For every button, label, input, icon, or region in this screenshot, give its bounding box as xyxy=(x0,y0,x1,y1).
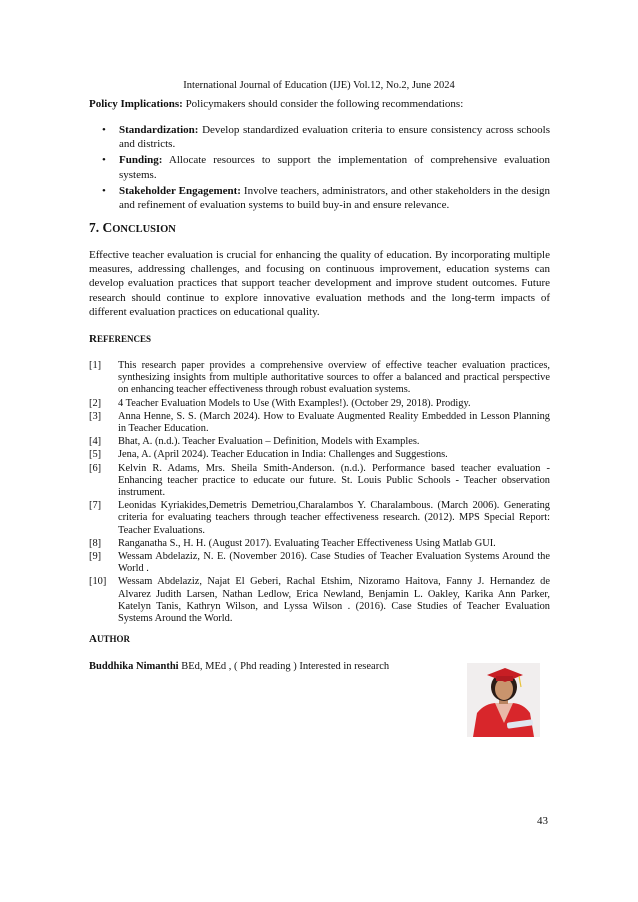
policy-implications-section xyxy=(89,97,550,111)
reference-item: [4] Bhat, A. (n.d.). Teacher Evaluation – Definition, Models with Examples. xyxy=(89,436,420,448)
bullet-stakeholder-engagement: • Stakeholder Engagement: Involve teachers, administrators, and other stakeholders in the design and refinement of evaluation systems to build buy-in and ensure relevance. xyxy=(102,184,551,212)
author-bio-block xyxy=(89,660,449,674)
bullet-dot-icon: • xyxy=(102,184,106,197)
reference-item: [7] Leonidas Kyriakides,Demetris Demetriou,Charalambos Y. Charalambous. (March 2006). Generating criteria for evaluating teachers through teacher effectiveness research. (2012). MPS Special Report: Teacher Evaluations. xyxy=(89,500,550,536)
bullet-standardization: • Standardization: Develop standardized evaluation criteria to ensure consistency across schools and districts. xyxy=(102,124,550,151)
page-number: 43 xyxy=(537,815,548,827)
references-heading-block xyxy=(89,333,550,346)
bullet-dot-icon: • xyxy=(102,154,106,167)
bullet-funding: • Funding: Allocate resources to support the implementation of comprehensive evaluation systems. xyxy=(102,154,550,181)
reference-item: [5] Jena, A. (April 2024). Teacher Education in India: Challenges and Suggestions. xyxy=(89,449,448,461)
reference-item: [2] 4 Teacher Evaluation Models to Use (With Examples!). (October 29, 2018). Prodigy. xyxy=(89,397,471,409)
reference-item: [3] Anna Henne, S. S. (March 2024). How to Evaluate Augmented Reality Embedded in Lesson Planning in Teacher Education. xyxy=(89,410,550,435)
reference-item: [9] Wessam Abdelaziz, N. E. (November 2016). Case Studies of Teacher Evaluation Systems Around the World . xyxy=(89,551,550,575)
bullet-list xyxy=(89,123,550,212)
reference-item: [1] This research paper provides a comprehensive overview of effective teacher evaluation practices, synthesizing insights from multiple authoritative sources to offer a balanced and practical perspective on enhancing teacher effectiveness through robust evaluation systems. xyxy=(89,360,550,396)
author-heading-block xyxy=(89,633,550,646)
reference-item: [8] Ranganatha S., H. H. (August 2017). Evaluating Teacher Effectiveness Using Matlab GUI. xyxy=(89,537,496,549)
bullet-dot-icon: • xyxy=(102,124,106,136)
author-bio xyxy=(89,660,449,674)
conclusion-heading-block xyxy=(89,220,550,238)
references-list xyxy=(89,360,550,625)
policy-bullets xyxy=(89,123,550,214)
author-portrait-icon xyxy=(467,663,540,737)
policy-intro xyxy=(89,97,550,111)
conclusion-paragraph: Effective teacher evaluation is crucial for enhancing the quality of education. By incorporating multiple measures, addressing challenges, and focusing on continuous improvement, education systems can develop evaluation practices that support teacher development and improve student outcomes. Future research should continue to explore innovative evaluation methods and the long-term impacts of different evaluation practices on educational quality. xyxy=(89,249,550,318)
policy-label: Policy Implications: xyxy=(89,98,183,110)
references-list-block xyxy=(89,360,550,626)
policy-intro-text: Policymakers should consider the following recommendations: xyxy=(182,98,464,110)
author-heading: AUTHOR xyxy=(89,633,130,645)
author-name: Buddhika Nimanthi xyxy=(89,661,179,672)
reference-item: [10] Wessam Abdelaziz, Najat El Geberi, Rachal Etshim, Nizoramo Haitova, Fanny J. Hernandez de Alvarez Judith Larsen, Nathan Ledlow, Erica Newland, Benjamin L. Oakley, Karika Ann Parker, Katelyn Tanis, Kathryn Wilson, and Lyssa Wilson . (2016). Case Studies of Teacher Evaluation Systems Around the World. xyxy=(89,576,550,625)
reference-item: [6] Kelvin R. Adams, Mrs. Sheila Smith-Anderson. (n.d.). Performance based teacher evaluation - Enhancing teacher practice to educate our future. St. Louis Public Schools - Teacher observation instrument. xyxy=(89,462,550,499)
author-photo xyxy=(467,663,540,737)
references-heading: REFERENCES xyxy=(89,333,151,345)
journal-header: International Journal of Education (IJE) Vol.12, No.2, June 2024 xyxy=(183,80,455,91)
conclusion-heading: 7. CONCLUSION xyxy=(89,220,176,235)
conclusion-body-block xyxy=(89,248,550,319)
author-details: BEd, MEd , ( Phd reading ) Interested in research xyxy=(178,661,390,672)
